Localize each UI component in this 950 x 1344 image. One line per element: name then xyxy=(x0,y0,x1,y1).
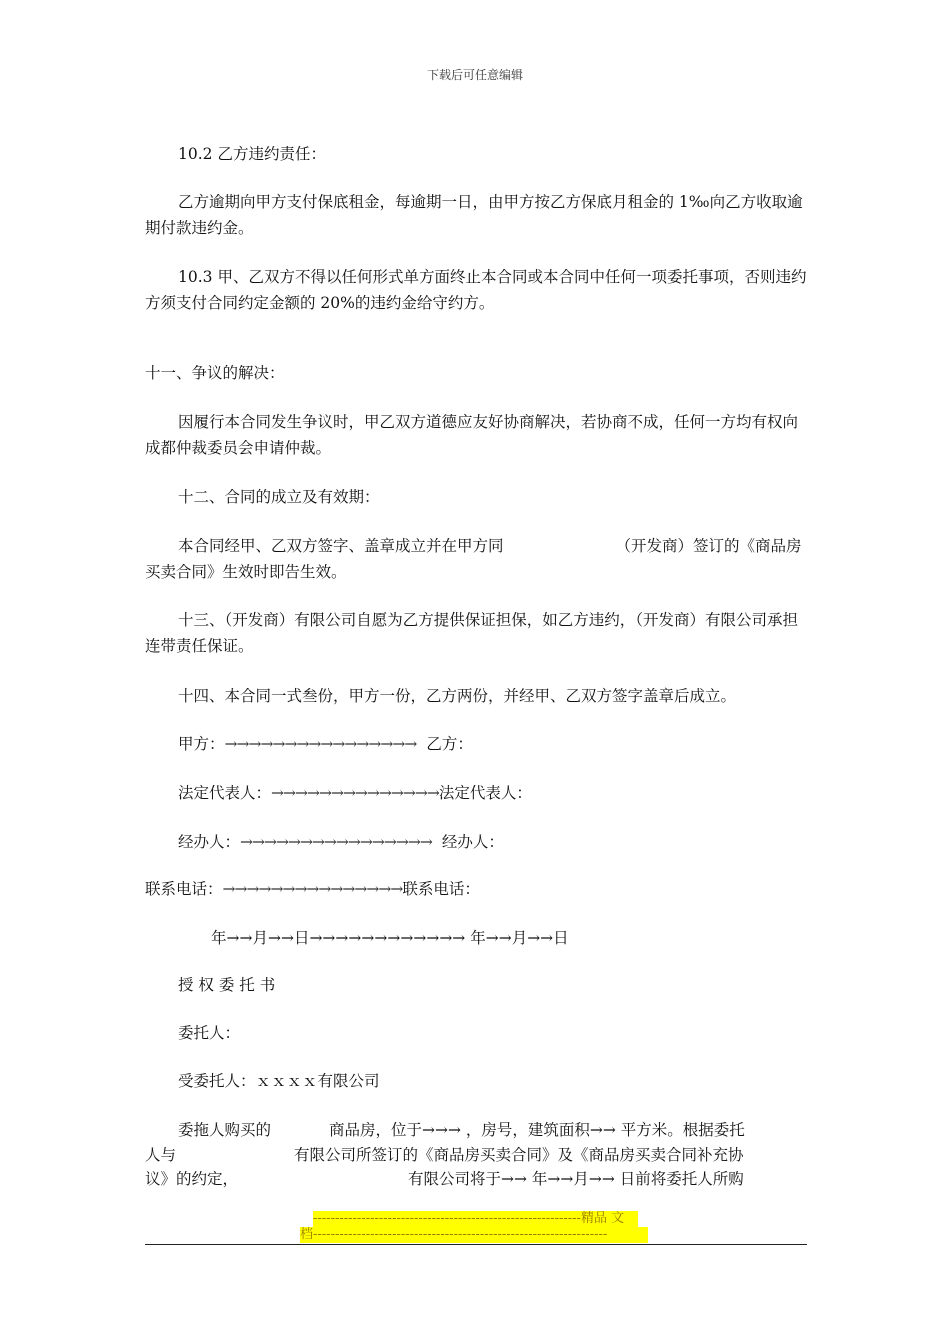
rep-b-label: 法定代表人： xyxy=(438,784,532,802)
signature-agent-line xyxy=(145,829,807,855)
phone-b-label: 联系电话： xyxy=(402,880,480,898)
phone-fill-arrows: →→→→→→→→→→→→→→→ xyxy=(222,880,403,898)
section-11-body: 因履行本合同发生争议时，甲乙双方道德应友好协商解决，若协商不成，任何一方均有权向成都仲裁委员会申请仲裁。 xyxy=(145,413,799,457)
section-10-2-title: 10.2 乙方违约责任： xyxy=(178,145,326,163)
page-header: 下载后可任意编辑 xyxy=(426,68,523,82)
section-11-title: 十一、争议的解决： xyxy=(145,364,285,382)
poa-body-1a: 委拖人购买的 xyxy=(178,1121,272,1139)
signature-party-line xyxy=(145,731,807,757)
poa-body-2a: 人与 xyxy=(145,1146,177,1164)
signature-phone-line xyxy=(145,876,807,902)
signature-rep-line xyxy=(145,780,807,806)
signature-date-line: 年→→月→→日→→→→→→→→→→→→ 年→→月→→日 xyxy=(211,929,569,947)
footer-rule xyxy=(145,1244,807,1245)
section-12-title: 十二、合同的成立及有效期： xyxy=(178,488,380,506)
poa-body-line-2 xyxy=(145,1142,807,1168)
section-10-2-body: 乙方逾期向甲方支付保底租金，每逾期一日，由甲方按乙方保底月租金的 1‰向乙方收取逾期付款违约金。 xyxy=(145,193,803,237)
poa-body-2b: 有限公司所签订的《商品房买卖合同》及《商品房买卖合同补充协 xyxy=(294,1146,744,1164)
section-12-body xyxy=(145,533,807,585)
agent-fill-arrows: →→→→→→→→→→→→→→→→ xyxy=(240,833,432,851)
party-a-label: 甲方： xyxy=(178,735,225,753)
poa-agent: 受委托人：ｘｘｘｘ有限公司 xyxy=(178,1072,380,1090)
footer-watermark-line-1: -------------------------------------------------------------精品 文 xyxy=(313,1211,638,1227)
section-13-body: 十三、（开发商）有限公司自愿为乙方提供保证担保，如乙方违约，（开发商）有限公司承担连带责任保证。 xyxy=(145,611,799,655)
phone-a-label: 联系电话： xyxy=(145,880,223,898)
poa-title: 授 权 委 托 书 xyxy=(178,976,276,994)
footer-watermark-line-2: 档------------------------------------------------------------------- xyxy=(300,1227,648,1243)
party-b-label: 乙方： xyxy=(426,735,473,753)
poa-body-3a: 议》的约定， xyxy=(145,1170,239,1188)
section-14-body: 十四、本合同一式叁份，甲方一份，乙方两份，并经甲、乙双方签字盖章后成立。 xyxy=(178,687,737,705)
party-a-fill-arrows: →→→→→→→→→→→→→→→→ xyxy=(224,735,417,753)
poa-body-1b: 商品房，位于→→→ ，房号，建筑面积→→ 平方米。根据委托 xyxy=(329,1121,745,1139)
section-12-body-part-b: （开发商）签订的《商品房买卖合同》生效时即告生效。 xyxy=(145,537,802,581)
poa-principal: 委托人： xyxy=(178,1024,241,1042)
rep-fill-arrows: →→→→→→→→→→→→→→ xyxy=(271,784,439,802)
poa-body-3b: 有限公司将于→→ 年→→月→→ 日前将委托人所购 xyxy=(408,1170,744,1188)
agent-a-label: 经办人： xyxy=(178,833,241,851)
agent-b-label: 经办人： xyxy=(441,833,504,851)
section-10-3-body: 10.3 甲、乙双方不得以任何形式单方面终止本合同或本合同中任何一项委托事项，否则违约方须支付合同约定金额的 20%的违约金给守约方。 xyxy=(145,268,807,312)
poa-body-line-1 xyxy=(145,1117,807,1143)
poa-body-line-3 xyxy=(145,1166,807,1192)
section-12-body-part-a: 本合同经甲、乙双方签字、盖章成立并在甲方同 xyxy=(178,537,504,555)
rep-a-label: 法定代表人： xyxy=(178,784,272,802)
